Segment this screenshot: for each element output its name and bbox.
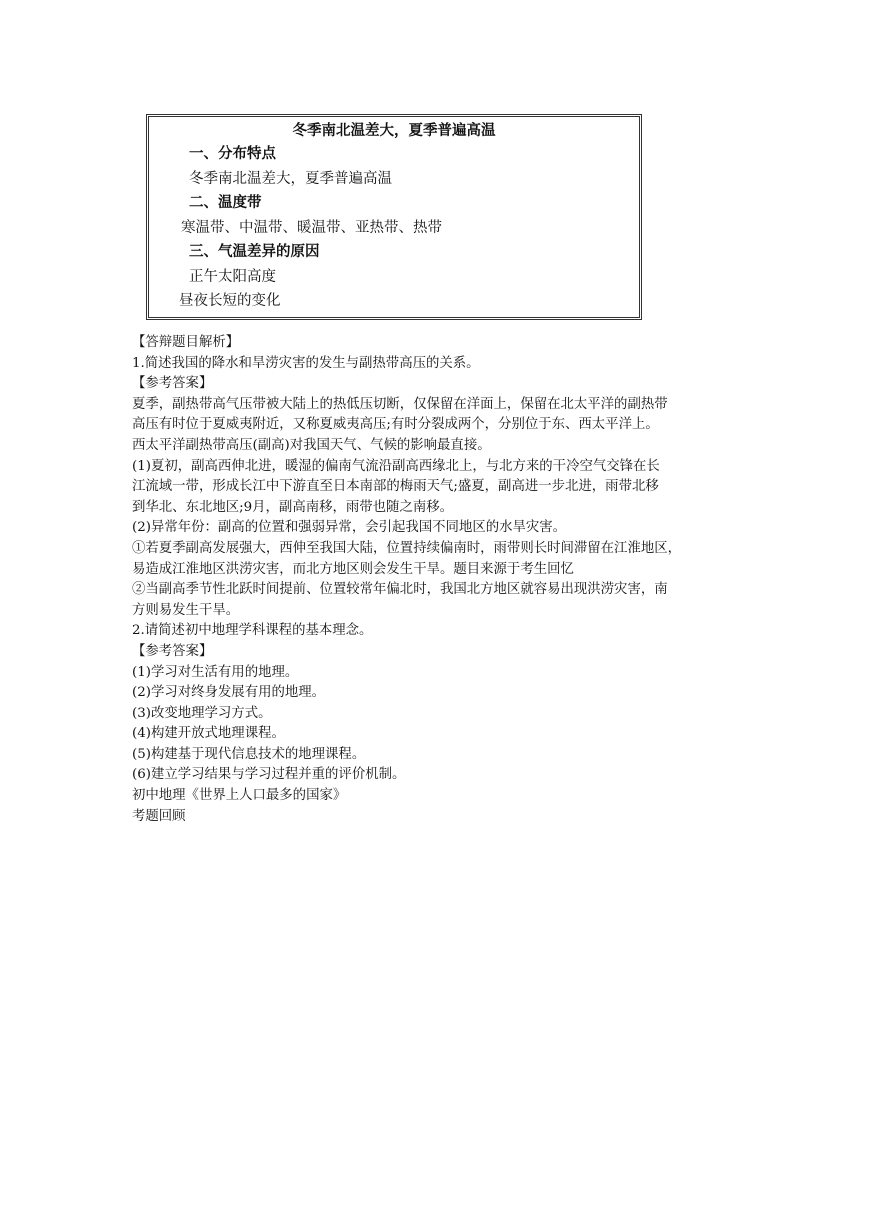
text-line: ②当副高季节性北跃时间提前、位置较常年偏北时，我国北方地区就容易出现洪涝灾害，南 <box>132 582 668 598</box>
summary-title: 冬季南北温差大，夏季普遍高温 <box>292 123 496 139</box>
text-line: (2)异常年份：副高的位置和强弱异常，会引起我国不同地区的水旱灾害。 <box>132 520 567 536</box>
section-heading-3: 三、气温差异的原因 <box>189 244 320 260</box>
section-text-3b: 昼夜长短的变化 <box>179 293 281 309</box>
text-line: 夏季，副热带高气压带被大陆上的热低压切断，仅保留在洋面上，保留在北太平洋的副热带 <box>132 396 668 412</box>
section-text-2: 寒温带、中温带、暖温带、亚热带、热带 <box>181 219 442 236</box>
text-line: (6)建立学习结果与学习过程并重的评价机制。 <box>132 767 406 783</box>
section-heading-2: 二、温度带 <box>189 195 262 211</box>
text-line: 初中地理《世界上人口最多的国家》 <box>132 788 347 804</box>
text-line: 高压有时位于夏威夷附近，又称夏威夷高压;有时分裂成两个，分别位于东、西太平洋上。 <box>132 417 659 433</box>
text-line: 易造成江淮地区洪涝灾害，而北方地区则会发生干旱。题目来源于考生回忆 <box>132 561 574 577</box>
section-text-3a: 正午太阳高度 <box>189 268 276 285</box>
text-line: 江流域一带，形成长江中下游直至日本南部的梅雨天气;盛夏，副高进一步北进，雨带北移 <box>132 479 659 495</box>
section-text-1: 冬季南北温差大，夏季普遍高温 <box>189 170 392 187</box>
summary-box <box>146 114 642 320</box>
text-line: 【参考答案】 <box>132 376 213 392</box>
text-line: 2.请简述初中地理学科课程的基本理念。 <box>132 623 373 639</box>
section-heading-1: 一、分布特点 <box>189 146 276 162</box>
text-line: 【参考答案】 <box>132 643 213 659</box>
text-line: 到华北、东北地区;9月，副高南移，雨带也随之南移。 <box>132 499 454 515</box>
text-line: (5)构建基于现代信息技术的地理课程。 <box>132 746 366 762</box>
text-line: (3)改变地理学习方式。 <box>132 705 272 721</box>
answer-content <box>132 333 742 827</box>
text-line: 方则易发生干旱。 <box>132 602 240 618</box>
text-line: 西太平洋副热带高压(副高)对我国天气、气候的影响最直接。 <box>132 437 491 453</box>
text-line: 【答辩题目解析】 <box>132 335 240 350</box>
text-line: (1)学习对生活有用的地理。 <box>132 664 299 680</box>
text-line: ①若夏季副高发展强大，西伸至我国大陆，位置持续偏南时，雨带则长时间滞留在江淮地区， <box>132 540 682 556</box>
text-line: 考题回顾 <box>132 808 186 824</box>
text-line: (1)夏初，副高西伸北进，暖湿的偏南气流沿副高西缘北上，与北方来的干冷空气交锋在长 <box>132 458 660 474</box>
text-line: (2)学习对终身发展有用的地理。 <box>132 685 326 701</box>
text-line: (4)构建开放式地理课程。 <box>132 726 285 742</box>
text-line: 1.简述我国的降水和旱涝灾害的发生与副热带高压的关系。 <box>132 355 480 371</box>
